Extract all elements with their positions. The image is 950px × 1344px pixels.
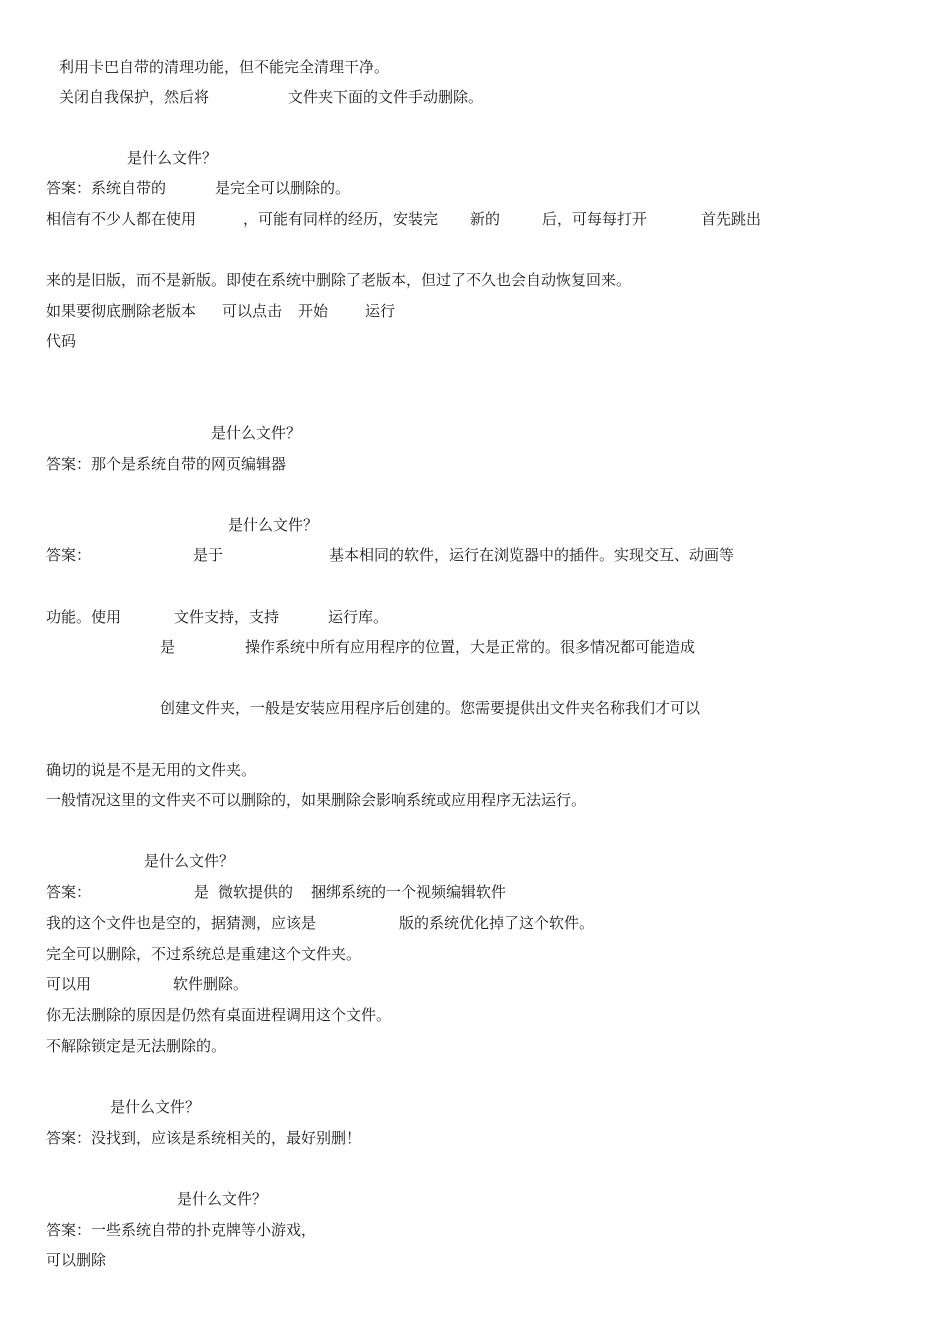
question-heading: 是什么文件？ [127, 149, 218, 167]
text-line: 答案： [46, 546, 92, 564]
text-line: 我的这个文件也是空的，据猜测，应该是 [46, 914, 317, 932]
text-line: 微软提供的 [218, 883, 294, 901]
text-line: 答案： [46, 883, 92, 901]
text-line: 可以点击 [222, 302, 283, 320]
text-line: 基本相同的软件，运行在浏览器中的插件。实现交互、动画等 [329, 546, 735, 564]
text-line: 创建文件夹，一般是安装应用程序后创建的。您需要提供出文件夹名称我们才可以 [160, 699, 701, 717]
text-line: 文件支持，支持 [174, 608, 280, 626]
text-line: 功能。使用 [46, 608, 122, 626]
text-line: 完全可以删除，不过系统总是重建这个文件夹。 [46, 945, 362, 963]
text-line: 运行库。 [328, 608, 389, 626]
question-heading: 是什么文件？ [211, 424, 302, 442]
text-line: 后，可每每打开 [542, 210, 648, 228]
text-line: ，可能有同样的经历，安装完 [243, 210, 439, 228]
text-line: 你无法删除的原因是仍然有桌面进程调用这个文件。 [46, 1006, 392, 1024]
text-line: 如果要彻底删除老版本 [46, 302, 197, 320]
question-heading: 是什么文件？ [228, 516, 319, 534]
text-line: 捆绑系统的一个视频编辑软件 [311, 883, 507, 901]
text-line: 不解除锁定是无法删除的。 [46, 1037, 227, 1055]
text-line: 来的是旧版，而不是新版。即使在系统中删除了老版本，但过了不久也会自动恢复回来。 [46, 271, 632, 289]
text-line: 一般情况这里的文件夹不可以删除的，如果删除会影响系统或应用程序无法运行。 [46, 791, 587, 809]
text-line: 关闭自我保护，然后将 [59, 88, 210, 106]
text-line: 确切的说是不是无用的文件夹。 [46, 761, 257, 779]
text-line: 新的 [470, 210, 501, 228]
text-line: 代码 [46, 332, 77, 350]
question-heading: 是什么文件？ [177, 1190, 268, 1208]
text-line: 相信有不少人都在使用 [46, 210, 197, 228]
text-line: 文件夹下面的文件手动删除。 [288, 88, 484, 106]
text-line: 答案：一些系统自带的扑克牌等小游戏， [46, 1221, 317, 1239]
text-line: 答案：系统自带的 [46, 179, 167, 197]
text-line: 版的系统优化掉了这个软件。 [399, 914, 595, 932]
text-line: 软件删除。 [173, 975, 249, 993]
text-line: 利用卡巴自带的清理功能，但不能完全清理干净。 [59, 58, 390, 76]
question-heading: 是什么文件？ [110, 1098, 201, 1116]
text-line: 是 [194, 883, 210, 901]
question-heading: 是什么文件？ [144, 852, 235, 870]
text-line: 答案：没找到，应该是系统相关的，最好别删！ [46, 1129, 362, 1147]
text-line: 可以用 [46, 975, 92, 993]
text-line: 是于 [193, 546, 224, 564]
text-line: 答案：那个是系统自带的网页编辑器 [46, 455, 287, 473]
text-line: 首先跳出 [701, 210, 762, 228]
text-line: 操作系统中所有应用程序的位置，大是正常的。很多情况都可能造成 [245, 638, 696, 656]
text-line: 是 [160, 638, 176, 656]
text-line: 运行 [365, 302, 396, 320]
text-line: 可以删除 [46, 1251, 107, 1269]
text-line: 开始 [298, 302, 329, 320]
text-line: 是完全可以删除的。 [215, 179, 351, 197]
